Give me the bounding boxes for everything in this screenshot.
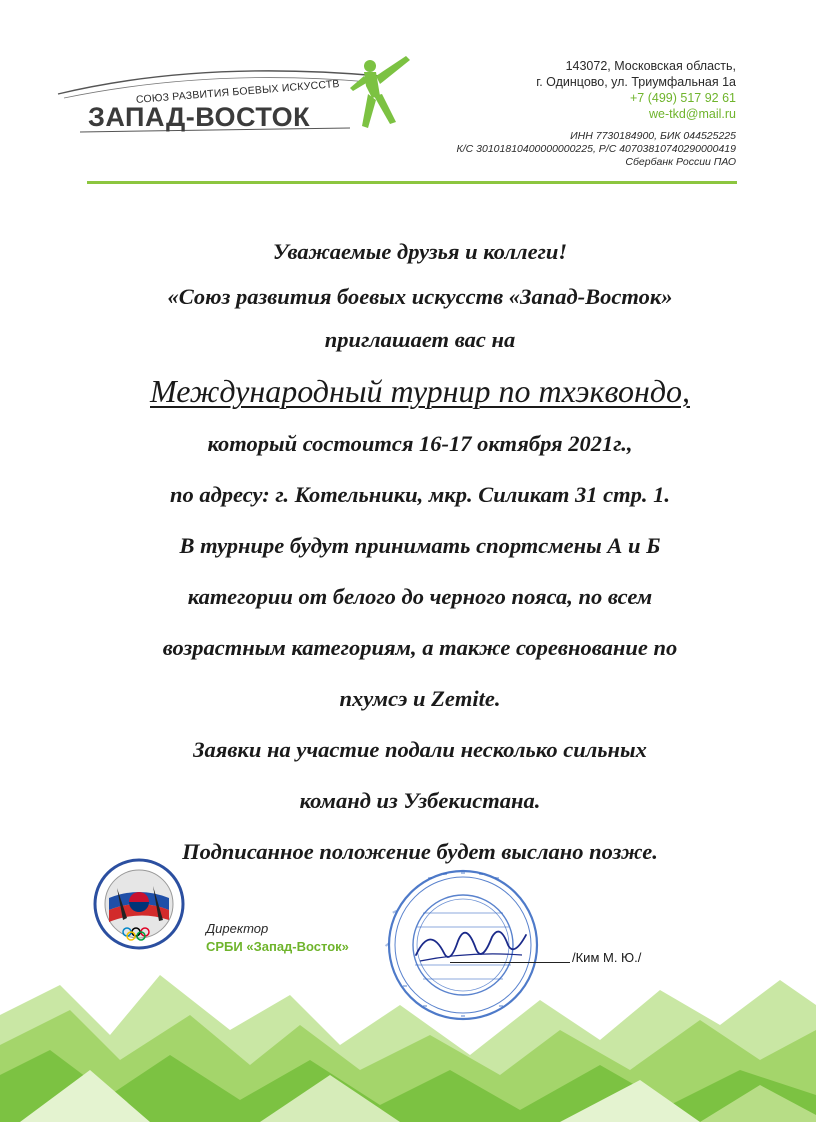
body-line: команд из Узбекистана. [299, 788, 541, 813]
director-block [206, 920, 349, 956]
body-line: Заявки на участие подали несколько сильных [193, 737, 647, 762]
invitation-phrase: приглашает вас на [324, 327, 516, 352]
body-line: по адресу: г. Котельники, мкр. Силикат 31 стр. 1. [169, 482, 671, 507]
body-line: пхумсэ и Zemite. [339, 686, 501, 711]
handwritten-signature [410, 915, 530, 975]
body-line: Подписанное положение будет выслано позже. [182, 839, 658, 864]
organization-logo [50, 50, 420, 140]
director-title: Директор [206, 921, 269, 936]
body-line: который состоится 16-17 октября 2021г., [207, 431, 633, 456]
logo-name: ЗАПАД-ВОСТОК [88, 102, 311, 132]
bank-name: Сбербанк России ПАО [625, 156, 736, 168]
bank-accounts: К/С 30101810400000000225, Р/С 40703810740290000419 [456, 143, 736, 155]
letter-body [60, 232, 780, 875]
body-line: категории от белого до черного пояса, по всем [187, 584, 653, 609]
logo-tagline: СОЮЗ РАЗВИТИЯ БОЕВЫХ ИСКУССТВ [135, 77, 341, 106]
greeting: Уважаемые друзья и коллеги! [272, 239, 568, 264]
body-line: В турнире будут принимать спортсмены А и Б [179, 533, 661, 558]
director-organization: СРБИ «Запад-Восток» [206, 939, 349, 954]
body-line: возрастным категориям, а также соревнование по [162, 635, 678, 660]
contact-block [536, 58, 736, 122]
email-address: we-tkd@mail.ru [648, 107, 736, 121]
bank-details [457, 130, 736, 169]
union-name: «Союз развития боевых искусств «Запад-Восток» [167, 284, 673, 309]
inn-bik: ИНН 7730184900, БИК 044525225 [570, 130, 736, 142]
phone-number: +7 (499) 517 92 61 [630, 91, 736, 105]
federation-emblem [93, 858, 185, 950]
address-line-2: г. Одинцово, ул. Триумфальная 1а [536, 75, 736, 89]
signature-line [450, 962, 570, 963]
signer-name: /Ким М. Ю./ [572, 950, 642, 965]
header-divider [87, 181, 737, 184]
event-title: Международный турнир по тхэквондо, [150, 373, 690, 409]
address-line-1: 143072, Московская область, [565, 59, 736, 73]
